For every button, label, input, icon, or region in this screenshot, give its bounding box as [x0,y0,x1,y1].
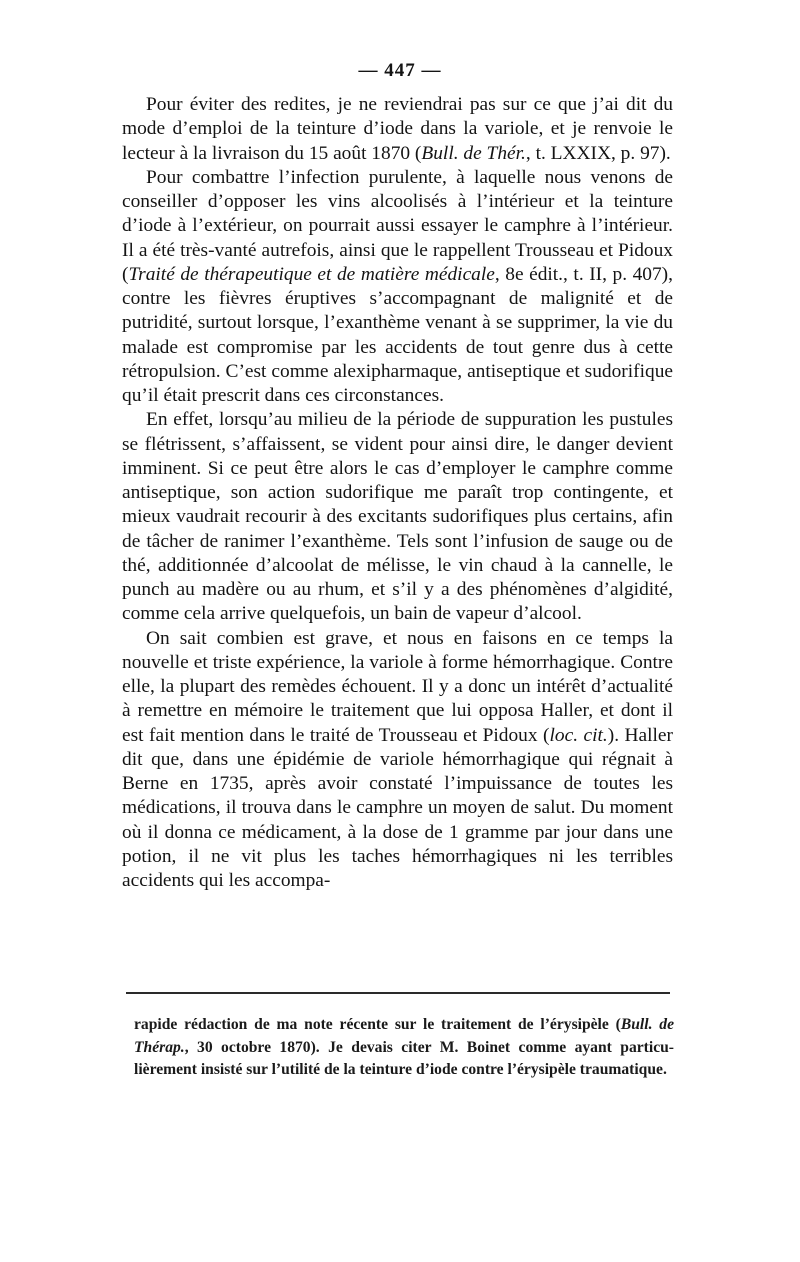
footnote-separator [126,992,670,994]
paragraph-2-text-b: , 8e édit., t. II, p. 407), contre les fièvres éruptives s’accompagnant de malignité et de putridité, surtout lorsque, l’exanthème venant à se supprimer, la vie du malade est compromise par les accidents de tout genre dus à cette rétropulsion. C’est comme alexipharmaque, antiseptique et sudorifique qu’il était prescrit dans ces circonstances. [122,263,673,406]
paragraph-2-citation: Traité de thérapeutique et de matière médicale [128,263,495,285]
paragraph-1-text-a: Pour éviter des redites, je ne reviendrai pas sur ce que j’ai dit du mode d’emploi de la teinture d’iode dans la variole, et je renvoie le lecteur à la livraison du 15 août 1870 ( [122,94,673,164]
paragraph-3: En effet, lorsqu’au milieu de la période de suppuration les pustules se flétrissent, s’affaissent, se vident pour ainsi dire, le danger devient imminent. Si ce peut être alors le cas d’employer le camphre comme antiseptique, son action sudorifique me paraît trop contingente, et mieux vaudrait recourir à des excitants sudorifiques plus certains, afin de tâcher de ranimer l’exanthème. Tels sont l’infusion de sauge ou de thé, additionnée d’alcoolat de mélisse, le vin chaud à la cannelle, le punch au madère ou au rhum, et s’il y a des phénomènes d’algidité, comme cela arrive quelquefois, un bain de vapeur d’alcool. [122,409,673,625]
paragraph-1-citation: Bull. de Thér. [421,142,526,164]
paragraph-2-text-a: Pour combattre l’infection purulente, à laquelle nous venons de conseiller d’opposer les vins alcoolisés à l’intérieur et la teinture d’iode à l’extérieur, on pourrait aussi essayer le camphre à l’intérieur. Il a été très-vanté autrefois, ainsi que le rappellent Trousseau et Pidoux ( [122,166,673,285]
footnote [134,1014,674,1082]
footnote-text-a: rapide rédaction de ma note récente sur le traitement de l’érysipèle ( [134,1016,621,1033]
paragraph-4-citation: loc. cit. [549,724,608,746]
paragraph-1-text-b: , t. LXXIX, p. 97). [525,142,671,164]
paragraph-2 [122,166,673,409]
paragraph-4-text-b: ). Haller dit que, dans une épidémie de variole hémorrhagique qui régnait à Berne en 1735, après avoir constaté l’impuissance de toutes les médications, il trouva dans le camphre un moyen de salut. Du moment où il donna ce médicament, à la dose de 1 gramme par jour dans une potion, il ne vit plus les taches hémorrhagiques ni les terribles accidents qui les accompa- [122,724,673,891]
main-text [122,93,673,893]
page-number: — 447 — [358,60,442,81]
paragraph-4-text-a: On sait combien est grave, et nous en faisons en ce temps la nouvelle et triste expérience, la variole à forme hémorrhagique. Contre elle, la plupart des remèdes échouent. Il y a donc un intérêt d’actualité à remettre en mémoire le traitement que lui opposa Haller, et dont il est fait mention dans le traité de Trousseau et Pidoux ( [122,627,673,746]
footnote-citation: Bull. de Thérap. [134,1016,674,1056]
footnote-text-b: , 30 octobre 1870). Je devais citer M. Boinet comme ayant particulièrement insisté sur l’utilité de la teinture d’iode contre l’érysipèle traumatique. [134,1038,674,1078]
paragraph-1 [122,93,673,166]
paragraph-4 [122,627,673,894]
